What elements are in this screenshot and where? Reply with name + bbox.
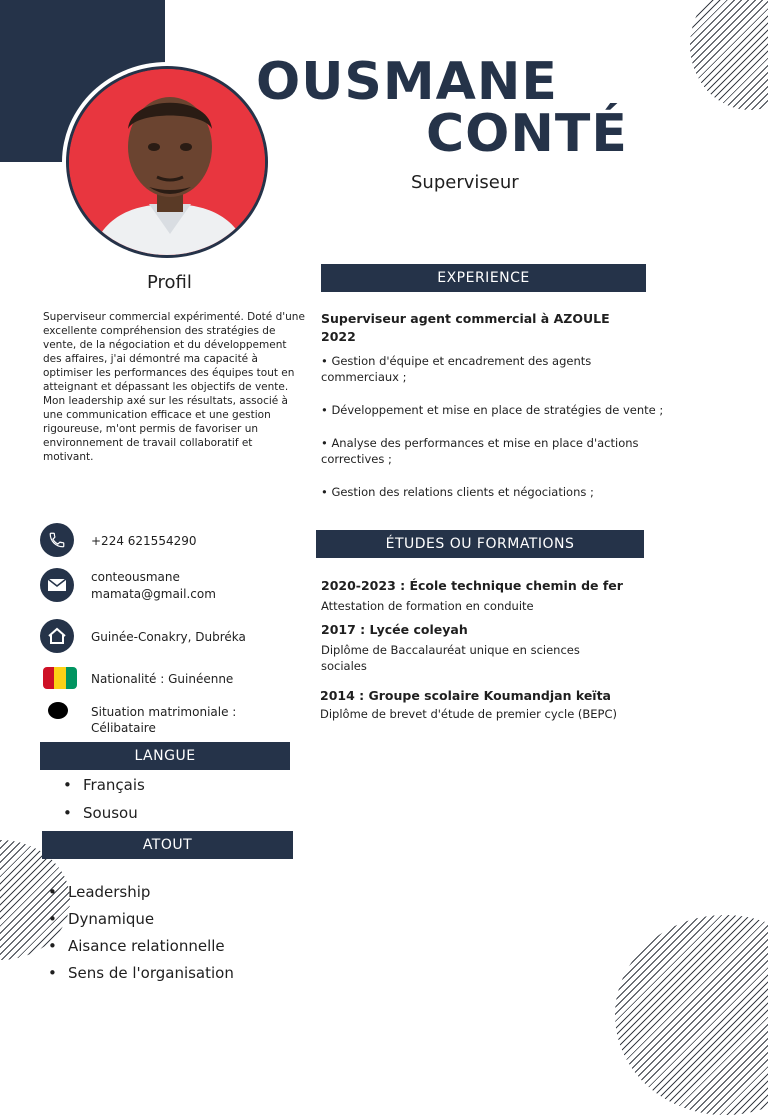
- education-heading: ÉTUDES OU FORMATIONS: [316, 530, 644, 558]
- assets-list: [42, 879, 234, 987]
- education-detail: Diplôme de brevet d'étude de premier cycle (BEPC): [320, 707, 618, 721]
- education-detail: Diplôme de Baccalauréat unique en sciences sociales: [321, 643, 580, 673]
- experience-bullet: • Gestion des relations clients et négociations ;: [321, 485, 594, 499]
- language-item: • Sousou: [57, 799, 145, 827]
- experience-bullet: • Gestion d'équipe et encadrement des agents commerciaux ;: [321, 354, 592, 384]
- person-portrait: [69, 69, 268, 258]
- contact-phone: +224 621554290: [91, 534, 197, 548]
- education-detail: Attestation de formation en conduite: [321, 599, 534, 613]
- experience-job-title: Superviseur agent commercial à AZOULE: [321, 311, 610, 326]
- languages-heading: LANGUE: [40, 742, 290, 770]
- asset-item: • Sens de l'organisation: [42, 960, 234, 987]
- contact-email-line2: mamata@gmail.com: [91, 587, 216, 601]
- experience-heading: EXPERIENCE: [321, 264, 646, 292]
- mail-icon: [40, 568, 74, 602]
- contact-email-line1: conteousmane: [91, 570, 180, 584]
- assets-heading: ATOUT: [42, 831, 293, 859]
- experience-bullet: • Analyse des performances et mise en place d'actions correctives ;: [321, 436, 639, 466]
- hatch-circle-bottom-right: [615, 915, 768, 1115]
- languages-list: [57, 771, 145, 827]
- education-title: 2020-2023 : École technique chemin de fer: [321, 578, 623, 593]
- experience-year: 2022: [321, 329, 356, 344]
- experience-bullet: • Développement et mise en place de stratégies de vente ;: [321, 403, 664, 417]
- last-name: CONTÉ: [426, 104, 628, 164]
- education-title: 2017 : Lycée coleyah: [321, 622, 468, 637]
- status-dot-icon: [48, 702, 68, 719]
- asset-item: • Dynamique: [42, 906, 234, 933]
- profile-heading: Profil: [147, 272, 192, 293]
- language-item: • Français: [57, 771, 145, 799]
- phone-icon: [40, 523, 74, 557]
- profile-text: Superviseur commercial expérimenté. Doté d'une excellente compréhension des stratégies de vente, de la négociation et du développement des affaires, j'ai démontré ma capacité à optimiser les performances des équipes tout en atteignant et dépassant les objectifs de vente. Mon leadership axé sur les résultats, associé à une communication efficace et une gestion rigoureuse, m'ont permis de favoriser un environnement de travail collaboratif et motivant.: [43, 311, 305, 463]
- education-title: 2014 : Groupe scolaire Koumandjan keïta: [320, 688, 611, 703]
- hatch-circle-top-right: [690, 0, 768, 110]
- profile-photo-frame: [66, 66, 268, 258]
- contact-status-line2: Célibataire: [91, 721, 156, 735]
- job-subtitle: Superviseur: [411, 172, 519, 193]
- contact-nationality: Nationalité : Guinéenne: [91, 672, 234, 686]
- contact-address: Guinée-Conakry, Dubréka: [91, 630, 246, 644]
- guinea-flag-icon: [43, 667, 77, 689]
- asset-item: • Leadership: [42, 879, 234, 906]
- contact-status-line1: Situation matrimoniale :: [91, 705, 237, 719]
- first-name: OUSMANE: [256, 52, 558, 112]
- asset-item: • Aisance relationnelle: [42, 933, 234, 960]
- home-icon: [40, 619, 74, 653]
